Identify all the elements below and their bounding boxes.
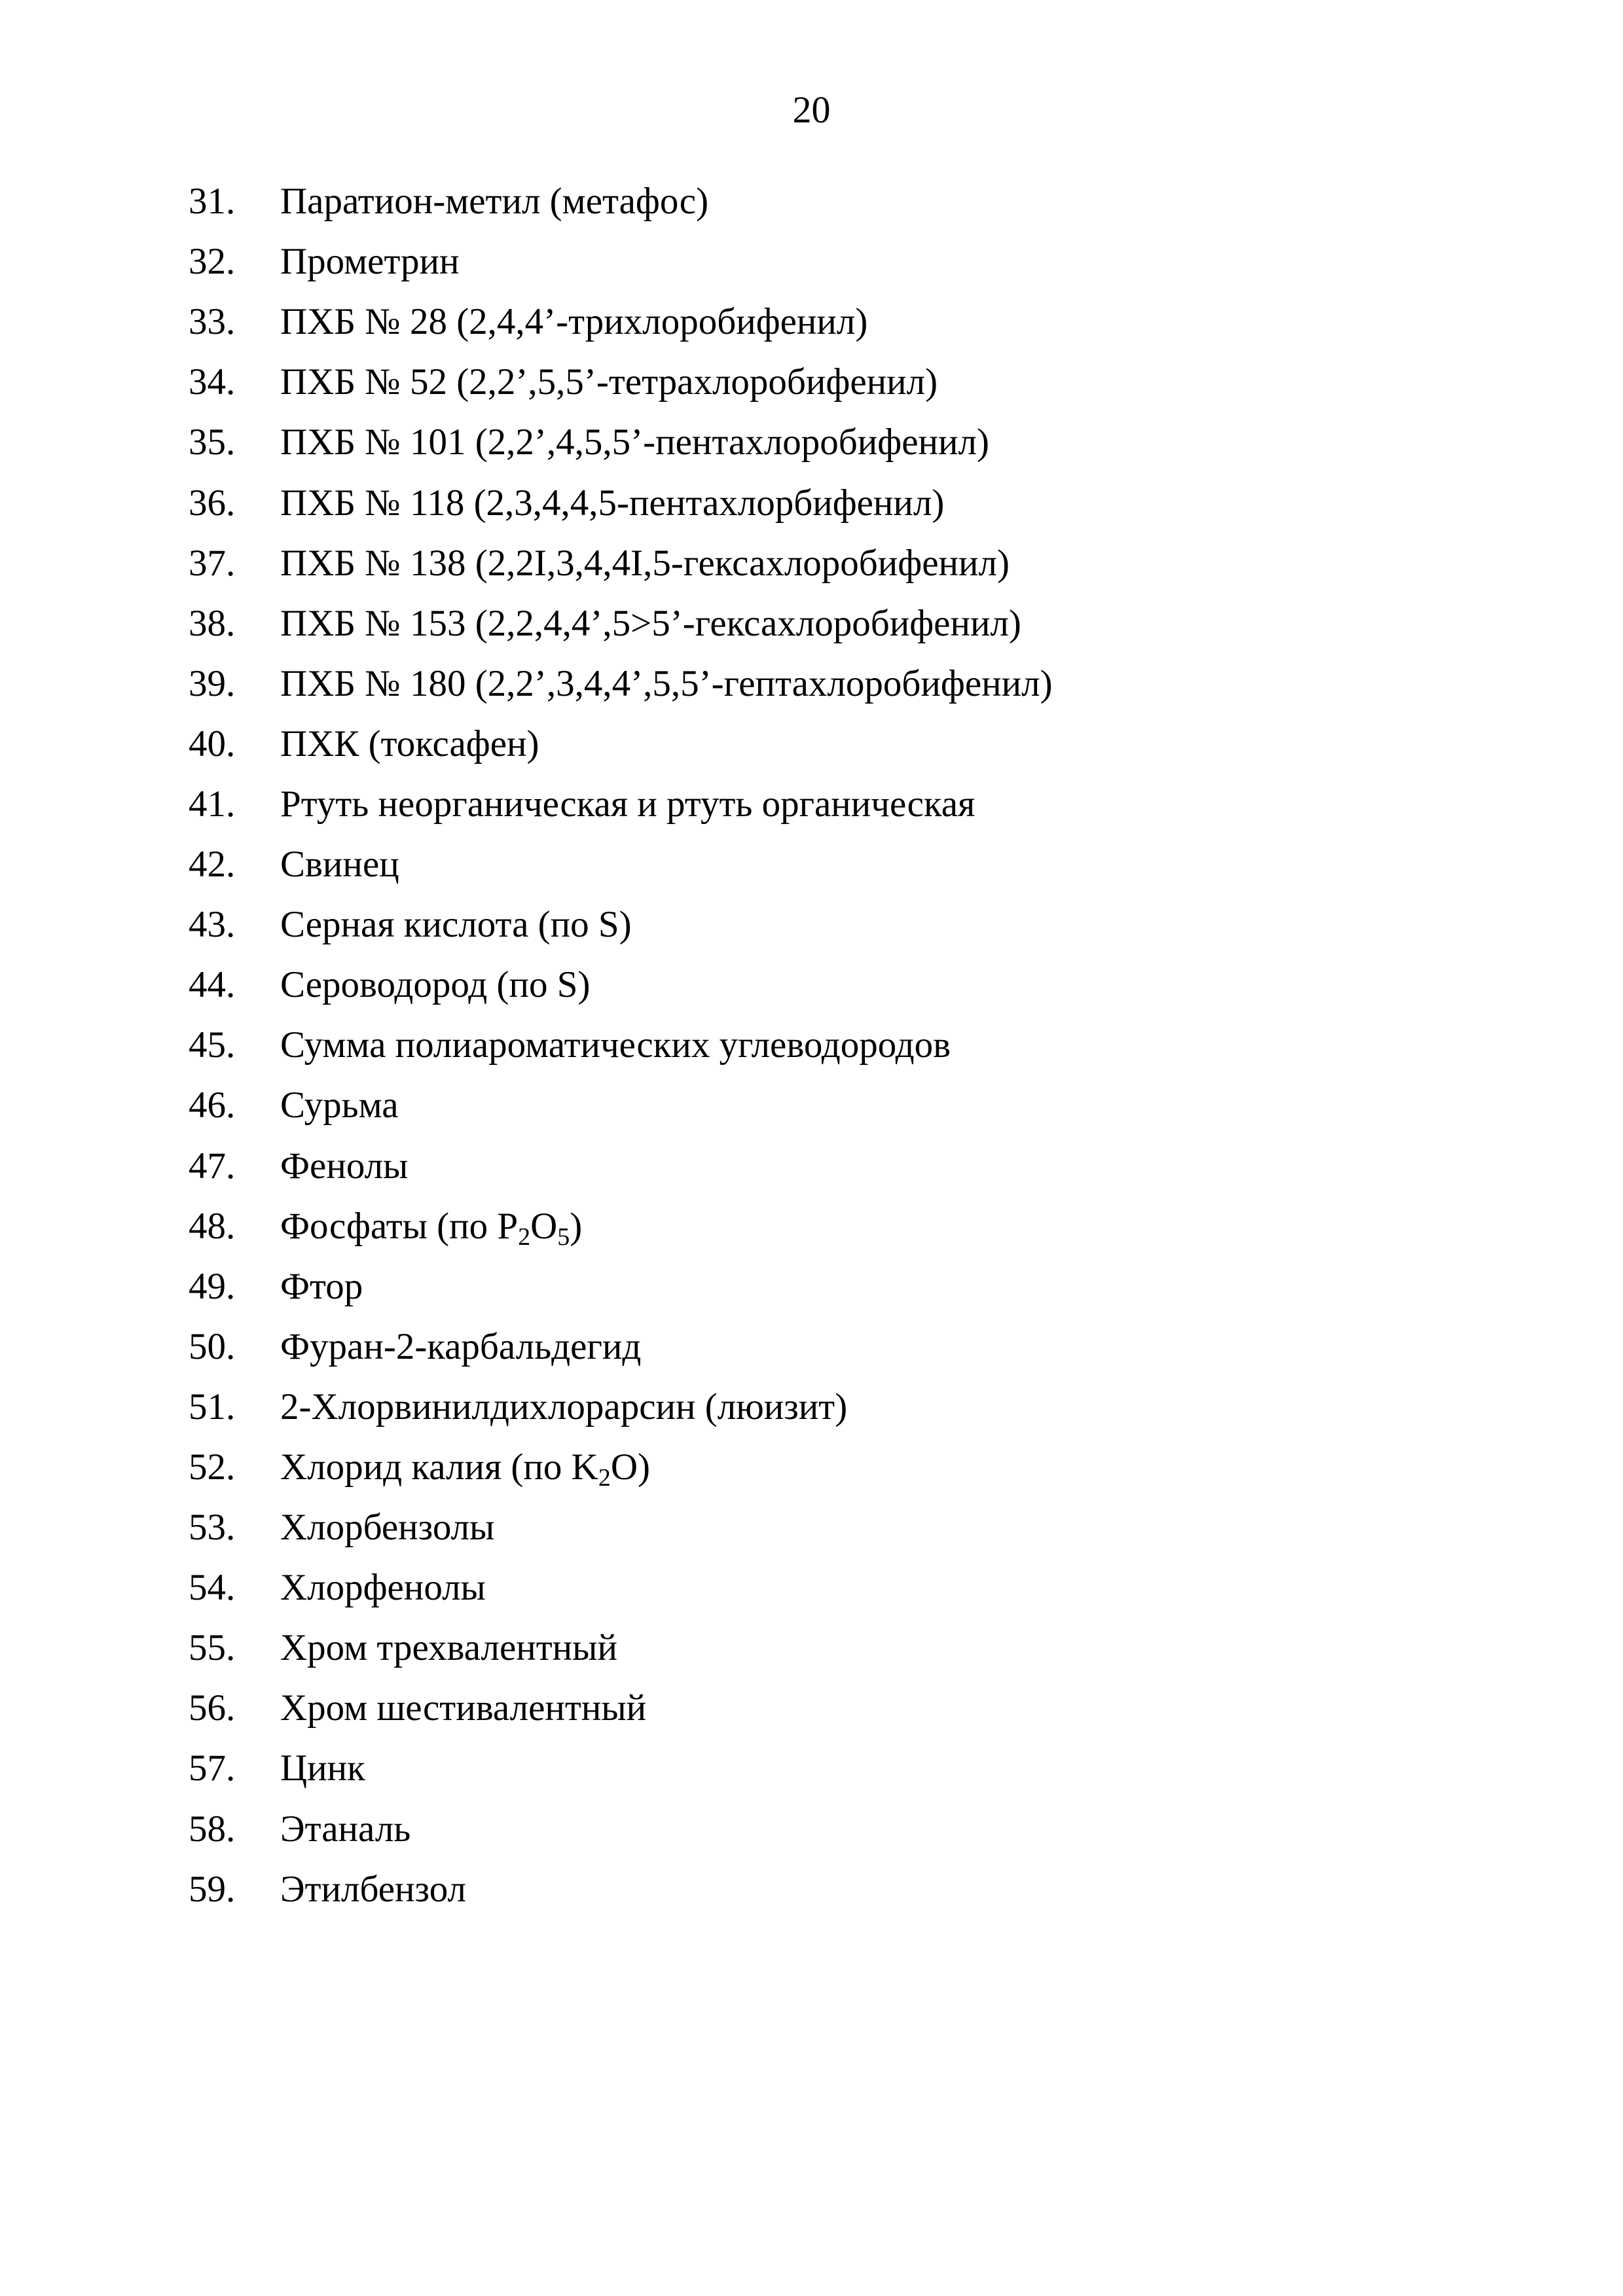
item-number: 32. [189,241,236,283]
item-number: 31. [189,181,236,223]
list-item [189,1618,1053,1678]
list-item [189,1738,1053,1799]
item-number: 48. [189,1205,236,1247]
list-item [189,1558,1053,1618]
item-number: 34. [189,361,236,403]
item-text: Сероводород (по S) [280,964,591,1006]
list-item [189,714,1053,774]
list-item [189,1498,1053,1558]
item-number: 54. [189,1567,236,1609]
list-item [189,774,1053,834]
list-item [189,895,1053,955]
list-item [189,1317,1053,1377]
item-text: Хлорфенолы [280,1567,486,1609]
item-text: Хром шестивалентный [280,1687,647,1729]
list-item [189,834,1053,895]
item-number: 57. [189,1748,236,1789]
item-text: Этаналь [280,1808,411,1850]
list-item [189,1075,1053,1136]
item-number: 47. [189,1145,236,1187]
item-number: 38. [189,602,236,644]
item-text: Цинк [280,1748,365,1789]
item-number: 49. [189,1265,236,1307]
item-number: 42. [189,844,236,886]
item-text: ПХБ № 138 (2,2I,3,4,4I,5-гексахлоробифенил) [280,542,1010,584]
item-text: Хром трехвалентный [280,1627,617,1669]
list-item [189,1799,1053,1859]
item-text: ПХБ № 101 (2,2’,4,5,5’-пентахлоробифенил) [280,422,989,463]
item-number: 53. [189,1507,236,1549]
item-text: ПХБ № 180 (2,2’,3,4,4’,5,5’-гептахлоробифенил) [280,662,1053,704]
item-text: ПХБ № 118 (2,3,4,4,5-пентахлорбифенил) [280,482,945,524]
item-text: Фтор [280,1265,363,1307]
list-item [189,1015,1053,1075]
list-item [189,352,1053,412]
item-text: Хлорид калия (по $K_2O$) [280,1446,650,1492]
list-item [189,171,1053,232]
item-text: Ртуть неорганическая и ртуть органическая [280,783,976,825]
list-item [189,1859,1053,1920]
list-item [189,292,1053,352]
item-number: 37. [189,542,236,584]
item-number: 46. [189,1085,236,1126]
item-text: ПХБ № 28 (2,4,4’-трихлоробифенил) [280,301,868,343]
list-item [189,1257,1053,1317]
list-item [189,1678,1053,1738]
list-item [189,1437,1053,1498]
item-text: Свинец [280,844,399,886]
item-number: 33. [189,301,236,343]
item-text: Фуран-2-карбальдегид [280,1325,642,1367]
item-number: 52. [189,1446,236,1488]
item-text: Фенолы [280,1145,409,1187]
item-number: 44. [189,964,236,1006]
item-number: 51. [189,1386,236,1427]
item-text: 2-Хлорвинилдихлорарсин (люизит) [280,1386,848,1427]
item-text: Этилбензол [280,1868,466,1910]
item-text: Сурьма [280,1085,399,1126]
item-number: 45. [189,1024,236,1066]
item-text: Сумма полиароматических углеводородов [280,1024,951,1066]
item-number: 58. [189,1808,236,1850]
item-text: ПХК (токсафен) [280,723,539,764]
item-text: ПХБ № 153 (2,2,4,4’,5>5’-гексахлоробифенил) [280,602,1021,644]
list-item [189,594,1053,654]
list-item [189,473,1053,533]
item-text: Хлорбензолы [280,1507,495,1549]
item-number: 40. [189,723,236,764]
item-number: 56. [189,1687,236,1729]
item-number: 41. [189,783,236,825]
item-text: Фосфаты (по $P_2O_5$) [280,1205,583,1251]
list-item [189,533,1053,594]
page-number: 20 [792,88,831,131]
list-item [189,1136,1053,1196]
list-item [189,232,1053,292]
item-text: Серная кислота (по S) [280,904,632,946]
item-text: Прометрин [280,241,460,283]
item-number: 35. [189,422,236,463]
item-number: 39. [189,662,236,704]
item-number: 50. [189,1325,236,1367]
item-number: 55. [189,1627,236,1669]
item-text: ПХБ № 52 (2,2’,5,5’-тетрахлоробифенил) [280,361,938,403]
list-item [189,412,1053,473]
substance-list [189,171,1053,1920]
item-number: 59. [189,1868,236,1910]
list-item [189,955,1053,1015]
list-item [189,1196,1053,1257]
item-number: 43. [189,904,236,946]
list-item [189,1377,1053,1437]
list-item [189,654,1053,714]
item-text: Паратион-метил (метафос) [280,181,709,223]
item-number: 36. [189,482,236,524]
